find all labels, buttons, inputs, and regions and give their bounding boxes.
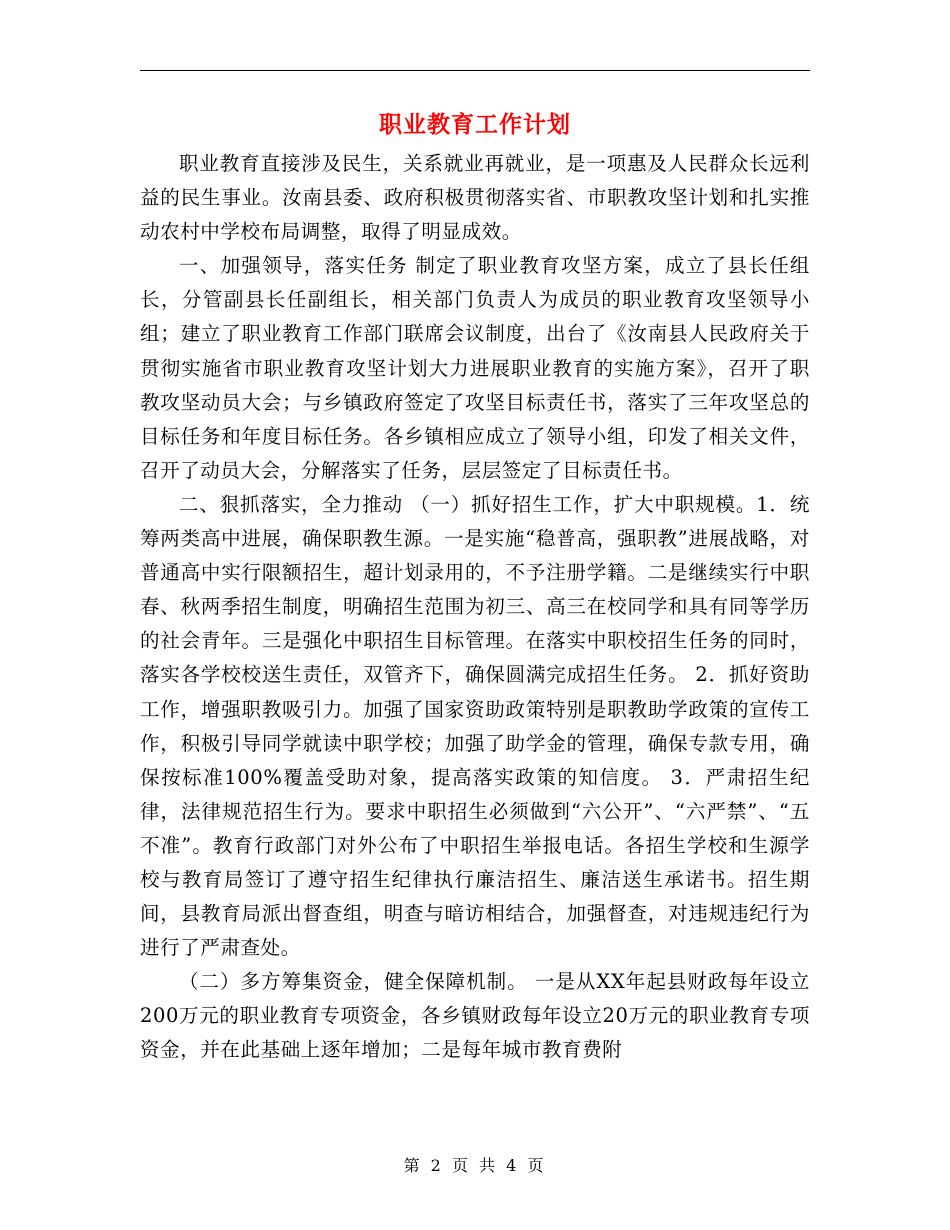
paragraph-intro: 职业教育直接涉及民生，关系就业再就业，是一项惠及人民群众长远利益的民生事业。汝南县委、政府积极贯彻落实省、市职教攻坚计划和扎实推动农村中学校布局调整，取得了明显成效。 [140,152,810,244]
page-number: 第 2 页 共 4 页 [403,1156,547,1175]
document-body [140,147,810,1068]
document-title: 职业教育工作计划 [379,111,571,138]
paragraph-section-2: 二、狠抓落实，全力推动 （一）抓好招生工作，扩大中职规模。1．统筹两类高中进展，确保职教生源。一是实施“稳普高，强职教”进展战略，对普通高中实行限额招生，超计划录用的，不予注册学籍。二是继续实行中职春、秋两季招生制度，明确招生范围为初三、高三在校同学和具有同等学历的社会青年。三是强化中职招生目标管理。在落实中职校招生任务的同时，落实各学校校送生责任，双管齐下，确保圆满完成招生任务。 2．抓好资助工作，增强职教吸引力。加强了国家资助政策特别是职教助学政策的宣传工作，积极引导同学就读中职学校；加强了助学金的管理，确保专款专用，确保按标准100%覆盖受助对象，提高落实政策的知信度。 3．严肃招生纪律，法律规范招生行为。要求中职招生必须做到“六公开”、“六严禁”、“五不准”。教育行政部门对外公布了中职招生举报电话。各招生学校和生源学校与教育局签订了遵守招生纪律执行廉洁招生、廉洁送生承诺书。招生期间，县教育局派出督查组，明查与暗访相结合，加强督查，对违规违纪行为进行了严肃查处。 [140,492,810,960]
header-rule [140,70,810,71]
paragraph-section-2-funding: （二）多方筹集资金，健全保障机制。 一是从XX年起县财政每年设立200万元的职业教育专项资金，各乡镇财政每年设立20万元的职业教育专项资金，并在此基础上逐年增加；二是每年城市教育费附 [140,970,810,1062]
paragraph-section-1: 一、加强领导，落实任务 制定了职业教育攻坚方案，成立了县长任组长，分管副县长任副组长，相关部门负责人为成员的职业教育攻坚领导小组；建立了职业教育工作部门联席会议制度，出台了《汝南县人民政府关于贯彻实施省市职业教育攻坚计划大力进展职业教育的实施方案》，召开了职教攻坚动员大会；与乡镇政府签定了攻坚目标责任书，落实了三年攻坚总的目标任务和年度目标任务。各乡镇相应成立了领导小组，印发了相关文件，召开了动员大会，分解落实了任务，层层签定了目标责任书。 [140,254,810,482]
